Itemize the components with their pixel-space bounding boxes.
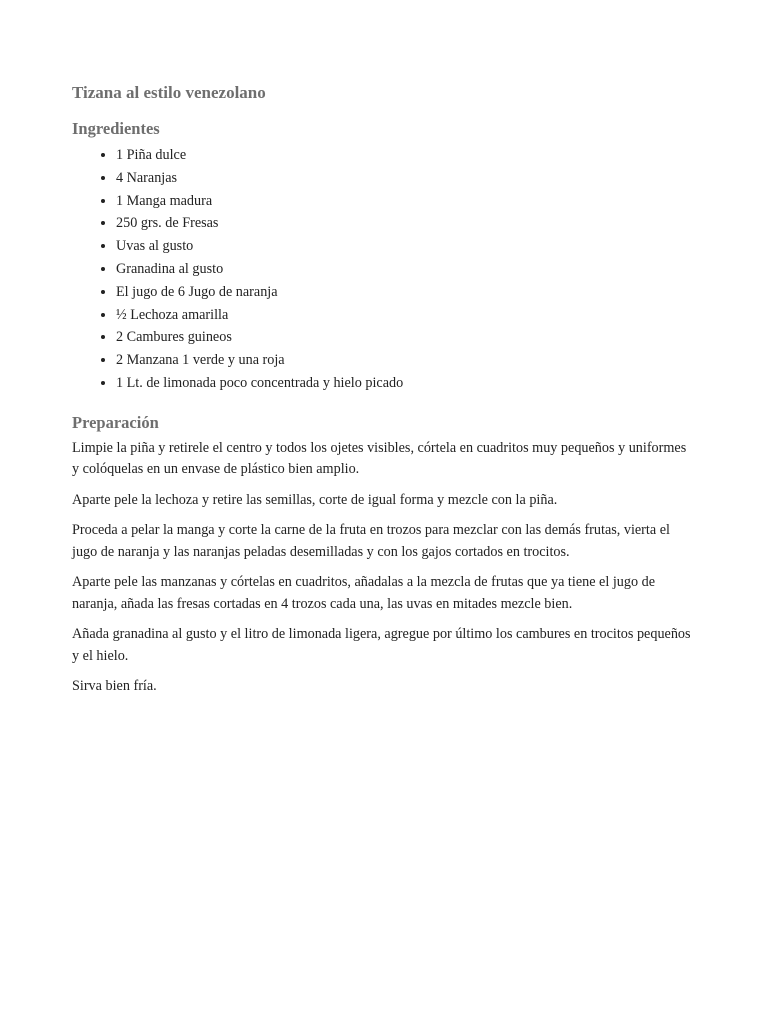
list-item: • Uvas al gusto [116, 235, 696, 258]
list-item: • ½ Lechoza amarilla [116, 304, 696, 327]
list-item: • 250 grs. de Fresas [116, 212, 696, 235]
document-page [72, 82, 696, 707]
list-item: • 2 Manzana 1 verde y una roja [116, 349, 696, 372]
list-item: • 1 Lt. de limonada poco concentrada y hielo picado [116, 372, 696, 395]
list-item: • Granadina al gusto [116, 258, 696, 281]
preparation-paragraph: Sirva bien fría. [72, 678, 157, 695]
list-item: • 4 Naranjas [116, 167, 696, 190]
recipe-title: Tizana al estilo venezolano [72, 83, 266, 102]
preparation-paragraph: Aparte pele las manzanas y córtelas en cuadritos, añadalas a la mezcla de frutas que ya tiene el jugo de naranja, añada las fresas cortadas en 4 trozos cada una, las uvas en mitades mezcle bien. [72, 574, 655, 612]
preparation-paragraph: Limpie la piña y retirele el centro y todos los ojetes visibles, córtela en cuadritos muy pequeños y uniformes y colóquelas en un envase de plástico bien amplio. [72, 439, 687, 478]
list-item: • 2 Cambures guineos [116, 326, 696, 349]
preparation-paragraph: Aparte pele la lechoza y retire las semillas, corte de igual forma y mezcle con la piña. [72, 491, 558, 508]
list-item: • 1 Piña dulce [116, 144, 696, 167]
list-item: • El jugo de 6 Jugo de naranja [116, 281, 696, 304]
ingredients-list [72, 144, 696, 395]
preparation-paragraph: Añada granadina al gusto y el litro de limonada ligera, agregue por último los cambures en trocitos pequeños y el hielo. [72, 626, 691, 664]
list-item: • 1 Manga madura [116, 190, 696, 213]
preparation-steps [72, 438, 696, 698]
preparation-heading: Preparación [72, 412, 159, 432]
ingredients-heading: Ingredientes [72, 119, 160, 138]
preparation-paragraph: Proceda a pelar la manga y corte la carne de la fruta en trozos para mezclar con las demás frutas, vierta el jugo de naranja y las naranjas peladas desemilladas y con los gajos cortados en trocitos. [72, 522, 670, 560]
